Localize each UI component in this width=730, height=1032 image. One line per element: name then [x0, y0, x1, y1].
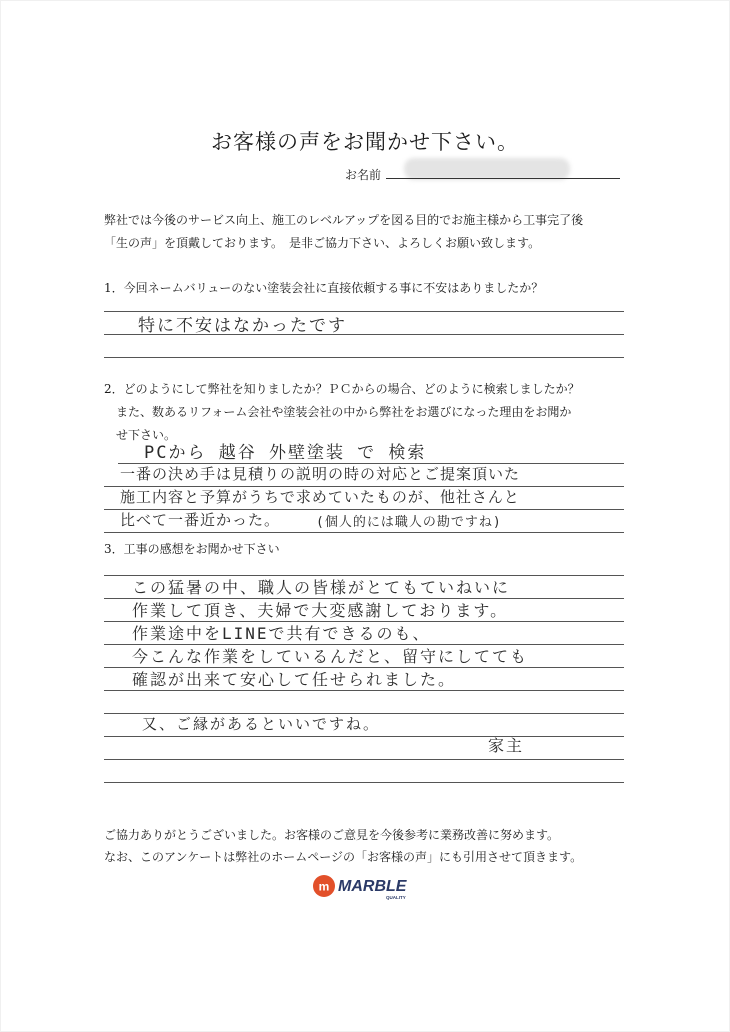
question-2-line: 2．どのようにして弊社を知りましたか？ＰＣからの場合、どのように検索しましたか？: [104, 382, 580, 396]
closing-line: なお、このアンケートは弊社のホームページの「お客様の声」にも引用させて頂きます。: [104, 850, 583, 864]
answer-line: [104, 736, 624, 737]
question-2-line: せ下さい。: [104, 428, 177, 442]
answer-line: [104, 759, 624, 760]
logo-subtext: QUALITY: [386, 895, 406, 900]
answer-line: [104, 357, 624, 358]
handwritten-answer-2-line: 施工内容と予算がうちで求めていたものが、他社さんと: [120, 488, 520, 506]
closing-text: [104, 824, 582, 868]
handwritten-answer-1: 特に不安はなかったです: [138, 316, 347, 336]
handwritten-answer-3-line: 作業して頂き、夫婦で大変感謝しております。: [132, 601, 509, 620]
handwritten-signature: 家主: [488, 736, 525, 755]
question-3: 3．工事の感想をお聞かせ下さい: [104, 542, 280, 556]
answer-line: [104, 690, 624, 691]
marble-logo: [312, 872, 422, 902]
question-2-line: また、数あるリフォーム会社や塗装会社の中から弊社をお選びになった理由をお聞か: [104, 405, 572, 419]
name-label: お名前: [345, 168, 382, 182]
question-1: 1．今回ネームバリューのない塗装会社に直接依頼する事に不安はありましたか？: [104, 281, 544, 295]
page-title: お客様の声をお聞かせ下さい。: [211, 130, 519, 154]
handwritten-answer-2-line: 一番の決め手は見積りの説明の時の対応とご提案頂いた: [120, 465, 521, 483]
closing-line: ご協力ありがとうございました。お客様のご意見を今後参考に業務改善に努めます。: [104, 828, 560, 842]
handwritten-answer-2-line: PCから 越谷 外壁塗装 で 検索: [144, 443, 427, 463]
logo-wordmark: MARBLE: [338, 878, 407, 895]
handwritten-answer-3-line: 今こんな作業をしているんだと、留守にしてても: [132, 647, 529, 666]
name-redaction: [404, 158, 570, 180]
name-underline: [386, 178, 620, 179]
intro-text: [104, 209, 583, 255]
intro-line: 弊社では今後のサービス向上、施工のレベルアップを図る目的でお施主様から工事完了後: [104, 213, 584, 227]
question-2: [104, 378, 580, 447]
intro-line: 「生の声」を頂戴しております。 是非ご協力下さい、よろしくお願い致します。: [104, 236, 541, 250]
handwritten-answer-3-line: 確認が出来て安心して任せられました。: [132, 670, 457, 689]
handwritten-answer-2-line: 比べて一番近かった。: [120, 511, 281, 529]
handwritten-answer-3-line: この猛暑の中、職人の皆様がとてもていねいに: [132, 578, 511, 597]
answer-line: [104, 532, 624, 533]
answer-line: [104, 782, 624, 783]
handwritten-note: (個人的には職人の勘ですね): [316, 515, 502, 530]
logo-mark-letter: m: [318, 879, 330, 894]
handwritten-answer-3-line: 又、ご縁があるといいですね。: [142, 715, 381, 733]
handwritten-answer-3-line: 作業途中をLINEで共有できるのも、: [132, 624, 431, 643]
